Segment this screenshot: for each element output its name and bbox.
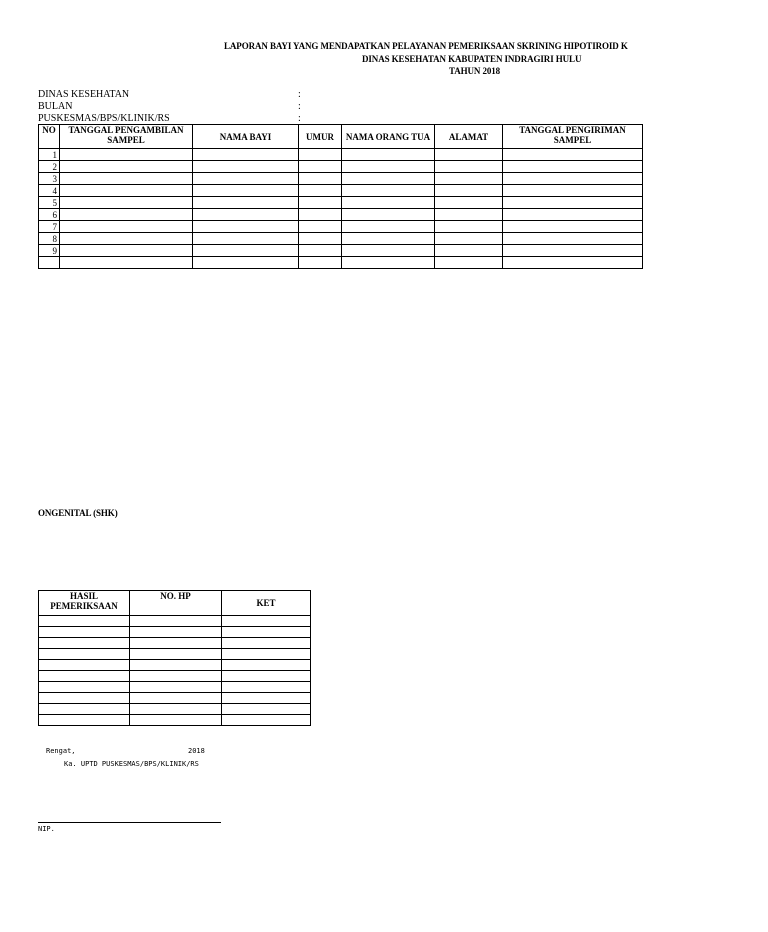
table-row [39,221,643,233]
puskesmas-separator: : [298,113,301,124]
table-cell [435,161,503,173]
table-cell [503,209,643,221]
table-cell [193,173,299,185]
table-cell [130,693,222,704]
col-tanggal-pengiriman: TANGGAL PENGIRIMAN SAMPEL [503,125,643,149]
table-cell [435,149,503,161]
table-cell [39,616,130,627]
table-cell [342,161,435,173]
table-cell [299,173,342,185]
table-cell [299,197,342,209]
row-number: 1 [39,149,60,161]
table-cell [60,197,193,209]
col-umur: UMUR [299,125,342,149]
table-cell [503,245,643,257]
table-row [39,173,643,185]
col-hasil-pemeriksaan: HASIL PEMERIKSAAN [39,591,130,616]
table-row [39,638,311,649]
col-nama-orang-tua: NAMA ORANG TUA [342,125,435,149]
table-row [39,660,311,671]
table-cell [39,660,130,671]
col-tanggal-pengambilan: TANGGAL PENGAMBILAN SAMPEL [60,125,193,149]
table-cell [193,233,299,245]
dinas-separator: : [298,89,301,100]
row-number: 5 [39,197,60,209]
table-cell [60,245,193,257]
table-cell [435,197,503,209]
table-cell [222,660,311,671]
table-cell [299,209,342,221]
table-cell [39,682,130,693]
table-cell [435,173,503,185]
table-cell [503,233,643,245]
table-cell [60,185,193,197]
bulan-separator: : [298,101,301,112]
main-report-table [38,124,643,269]
table-row [39,233,643,245]
table-row [39,616,311,627]
table-cell [60,233,193,245]
table-cell [60,161,193,173]
table-row [39,693,311,704]
table-cell [222,715,311,726]
table-row [39,245,643,257]
table-cell [342,233,435,245]
table-cell [39,649,130,660]
table-cell [39,693,130,704]
table-cell [299,185,342,197]
table-row [39,671,311,682]
table-cell [60,209,193,221]
row-number: 9 [39,245,60,257]
table-cell [130,627,222,638]
table-cell [222,693,311,704]
table-cell [222,704,311,715]
col-ket: KET [222,591,311,616]
table-cell [193,257,299,269]
row-number: 4 [39,185,60,197]
table-row [39,197,643,209]
nip-label: NIP. [38,825,55,833]
table-cell [503,257,643,269]
table-cell [39,715,130,726]
row-number [39,257,60,269]
row-number: 6 [39,209,60,221]
table-cell [435,257,503,269]
table-cell [39,704,130,715]
table-cell [130,671,222,682]
table-row [39,209,643,221]
puskesmas-label: PUSKESMAS/BPS/KLINIK/RS [38,113,170,124]
table-cell [342,173,435,185]
table-cell [503,221,643,233]
table-cell [222,649,311,660]
table-cell [130,616,222,627]
table-cell [342,221,435,233]
table-cell [299,233,342,245]
table-cell [435,209,503,221]
table-cell [342,149,435,161]
table-cell [299,257,342,269]
col-no: NO [39,125,60,149]
row-number: 3 [39,173,60,185]
section-caption: ONGENITAL (SHK) [38,508,118,518]
row-number: 7 [39,221,60,233]
row-number: 2 [39,161,60,173]
table-cell [130,638,222,649]
bulan-label: BULAN [38,101,73,112]
table-row [39,257,643,269]
table-cell [60,149,193,161]
table-cell [503,149,643,161]
report-title: LAPORAN BAYI YANG MENDAPATKAN PELAYANAN PEMERIKSAAN SKRINING HIPOTIROID K [224,41,628,51]
table-cell [193,209,299,221]
table-cell [342,257,435,269]
table-row [39,715,311,726]
table-cell [435,185,503,197]
result-table [38,590,311,726]
table-cell [299,245,342,257]
table-cell [503,161,643,173]
table-cell [299,221,342,233]
table-cell [222,616,311,627]
table-cell [130,649,222,660]
table-cell [342,245,435,257]
table-row [39,149,643,161]
table-cell [222,638,311,649]
table-cell [342,209,435,221]
table-cell [222,682,311,693]
col-alamat: ALAMAT [435,125,503,149]
table-cell [193,245,299,257]
table-cell [503,173,643,185]
table-cell [39,627,130,638]
table-cell [435,221,503,233]
table-row [39,161,643,173]
table-row [39,649,311,660]
table-cell [39,671,130,682]
table-cell [503,185,643,197]
row-number: 8 [39,233,60,245]
table-cell [193,161,299,173]
table-cell [193,197,299,209]
table-row [39,682,311,693]
table-cell [130,704,222,715]
dinas-label: DINAS KESEHATAN [38,89,130,100]
col-nama-bayi: NAMA BAYI [193,125,299,149]
table-cell [435,245,503,257]
signature-year: 2018 [188,747,205,755]
col-no-hp: NO. HP [130,591,222,616]
table-cell [342,197,435,209]
table-cell [222,627,311,638]
table-cell [60,221,193,233]
table-cell [435,233,503,245]
signature-position: Ka. UPTD PUSKESMAS/BPS/KLINIK/RS [64,760,199,768]
report-year: TAHUN 2018 [449,66,501,76]
place-date: Rengat, [46,747,76,755]
table-row [39,704,311,715]
table-cell [193,149,299,161]
table-cell [193,221,299,233]
table-cell [130,660,222,671]
table-cell [299,161,342,173]
table-row [39,627,311,638]
table-cell [60,257,193,269]
table-row [39,185,643,197]
signature-line [38,822,221,823]
table-cell [130,715,222,726]
table-cell [193,185,299,197]
table-cell [299,149,342,161]
table-cell [130,682,222,693]
table-cell [503,197,643,209]
report-subtitle: DINAS KESEHATAN KABUPATEN INDRAGIRI HULU [362,54,582,64]
table-cell [222,671,311,682]
table-cell [342,185,435,197]
table-cell [39,638,130,649]
table-cell [60,173,193,185]
